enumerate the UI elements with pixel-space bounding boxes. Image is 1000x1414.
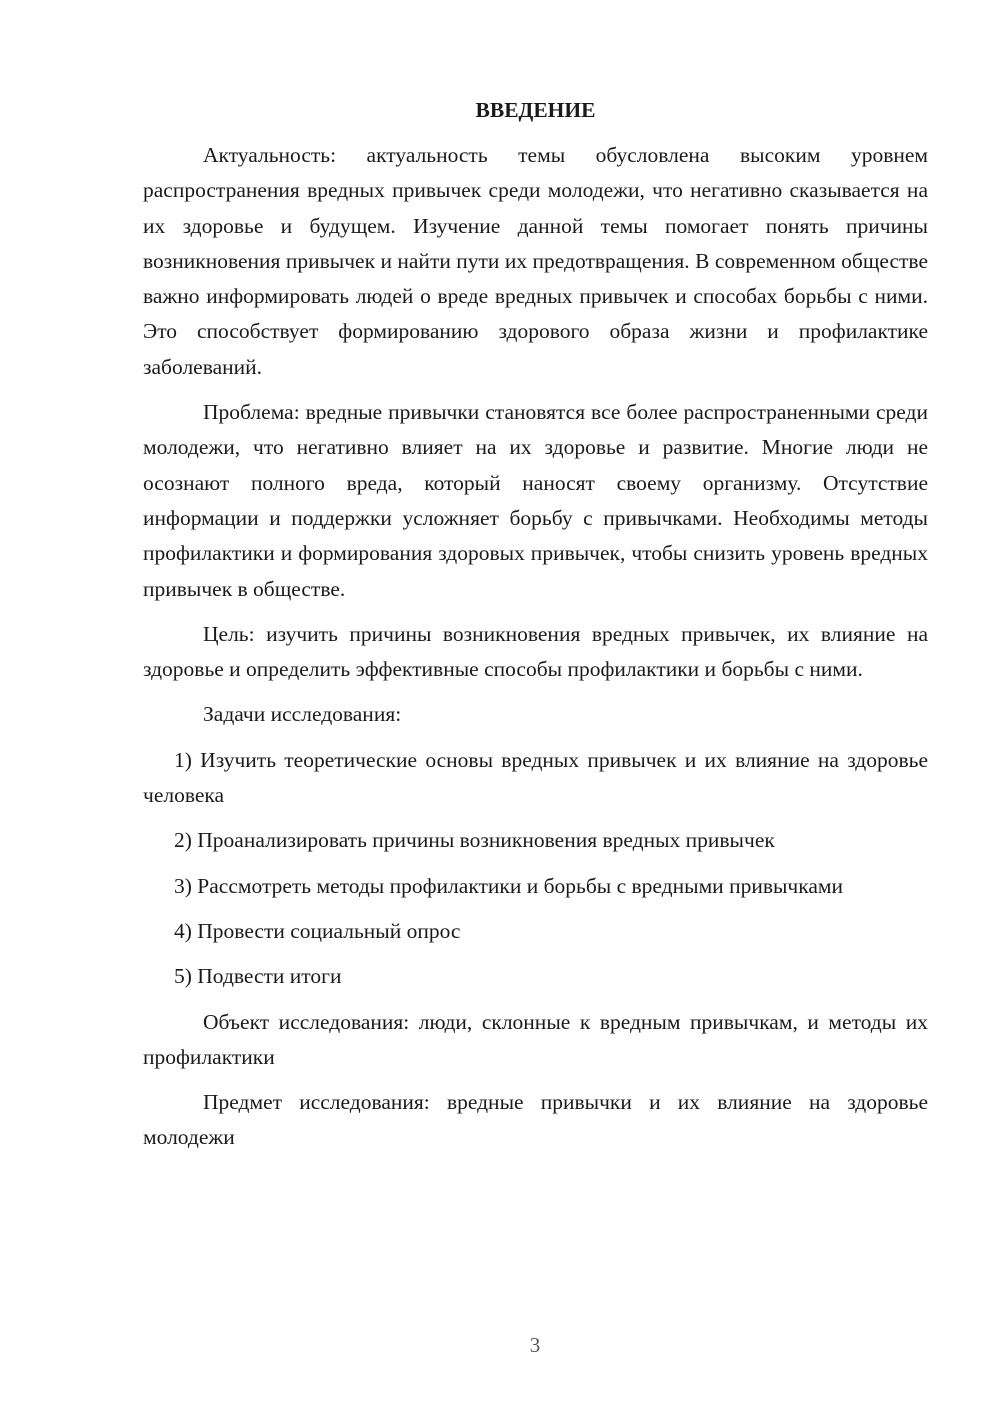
section-title: ВВЕДЕНИЕ bbox=[475, 98, 596, 122]
task-item: 5) Подвести итоги bbox=[174, 964, 342, 989]
task-item: 3) Рассмотреть методы профилактики и борьбы с вредными привычками bbox=[174, 873, 844, 898]
task-item: 2) Проанализировать причины возникновения вредных привычек bbox=[174, 828, 775, 853]
problem-paragraph: Проблема: вредные привычки становятся все более распространенными среди молодежи, что негативно влияет на их здоровье и развитие. Многие люди не осознают полного вреда, который наносят своему организму. Отсутствие информации и поддержки усложняет борьбу с привычками. Необходимы методы профилактики и формирования здоровых привычек, чтобы снизить уровень вредных привычек в обществе. bbox=[143, 400, 928, 601]
goal-paragraph: Цель: изучить причины возникновения вредных привычек, их влияние на здоровье и определить эффективные способы профилактики и борьбы с ними. bbox=[143, 621, 928, 682]
tasks-heading: Задачи исследования: bbox=[203, 702, 402, 727]
page-number: 3 bbox=[529, 1333, 541, 1357]
task-item: 1) Изучить теоретические основы вредных привычек и их влияние на здоровье человека bbox=[143, 747, 928, 808]
document-page bbox=[143, 92, 928, 1166]
relevance-paragraph: Актуальность: актуальность темы обусловлена высоким уровнем распространения вредных привычек среди молодежи, что негативно сказывается на их здоровье и будущем. Изучение данной темы помогает понять причины возникновения привычек и найти пути их предотвращения. В современном обществе важно информировать людей о вреде вредных привычек и способах борьбы с ними. Это способствует формированию здорового образа жизни и профилактике заболеваний. bbox=[143, 143, 928, 379]
object-paragraph: Объект исследования: люди, склонные к вредным привычкам, и методы их профилактики bbox=[143, 1009, 928, 1069]
task-item: 4) Провести социальный опрос bbox=[174, 918, 461, 943]
subject-paragraph: Предмет исследования: вредные привычки и их влияние на здоровье молодежи bbox=[143, 1090, 928, 1150]
